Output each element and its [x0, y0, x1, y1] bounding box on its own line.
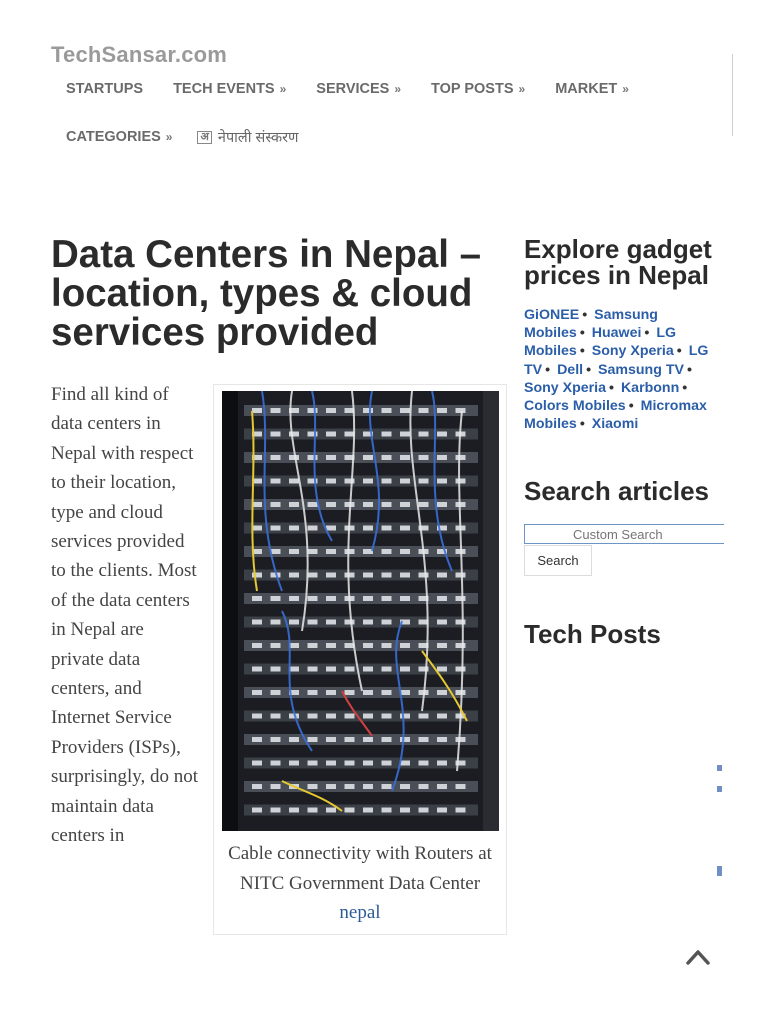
- gadget-link[interactable]: LG TV: [524, 343, 709, 378]
- nav-item-label: TOP POSTS: [431, 81, 514, 97]
- nav-item-top-posts[interactable]: [416, 81, 540, 97]
- nav-item-nepali-edition[interactable]: [187, 127, 313, 147]
- gadget-link[interactable]: Karbonn: [620, 379, 680, 396]
- search-articles-heading: Search articles: [524, 476, 710, 506]
- bullet-separator: •: [579, 325, 585, 342]
- gadget-link[interactable]: Xiaomi: [591, 416, 639, 433]
- gadget-links-list: [524, 306, 724, 433]
- nav-item-label: TECH EVENTS: [173, 81, 275, 97]
- chevron-double-right-icon: »: [518, 82, 526, 96]
- header-divider: [732, 54, 733, 136]
- gadget-link[interactable]: Samsung TV: [598, 361, 684, 378]
- gadget-link[interactable]: GiONEE: [524, 307, 580, 323]
- gadget-prices-heading: Explore gadget prices in Nepal: [524, 234, 712, 290]
- bullet-separator: •: [686, 361, 692, 378]
- bullet-separator: •: [579, 416, 585, 433]
- search-button[interactable]: Search: [524, 545, 592, 576]
- custom-search-input[interactable]: [524, 524, 724, 544]
- bullet-separator: •: [682, 379, 688, 396]
- bullet-separator: •: [609, 379, 614, 396]
- chevron-double-right-icon: »: [622, 82, 629, 96]
- bullet-separator: •: [545, 361, 551, 378]
- bullet-separator: •: [586, 361, 592, 378]
- nav-item-categories[interactable]: [51, 129, 187, 145]
- server-rack-image: [222, 391, 499, 831]
- bullet-separator: •: [628, 398, 634, 415]
- clipped-widget-fragment: [717, 786, 722, 792]
- nav-item-tech-events[interactable]: [158, 81, 301, 97]
- site-title[interactable]: TechSansar.com: [51, 42, 228, 67]
- nav-item-services[interactable]: [301, 81, 416, 97]
- gadget-link[interactable]: Colors Mobiles: [524, 398, 626, 415]
- article-title: Data Centers in Nepal – location, types & cloud services provided: [51, 233, 482, 354]
- gadget-link[interactable]: LG Mobiles: [524, 325, 677, 360]
- gadget-link[interactable]: Micromax Mobiles: [524, 398, 707, 433]
- chevron-double-right-icon: »: [279, 82, 287, 96]
- main-nav-row-2: [51, 127, 314, 147]
- bullet-separator: •: [582, 307, 588, 323]
- gadget-link[interactable]: Sony Xperia: [524, 379, 607, 396]
- gadget-link[interactable]: Sony Xperia: [591, 343, 674, 360]
- chevron-double-right-icon: »: [394, 82, 402, 96]
- clipped-widget-fragment: [717, 866, 722, 876]
- nav-item-label: SERVICES: [316, 81, 390, 97]
- chevron-double-right-icon: »: [165, 130, 173, 144]
- nav-item-label: नेपाली संस्करण: [217, 130, 299, 146]
- nav-item-market[interactable]: [540, 81, 644, 97]
- caption-text: Cable connectivity with Routers at NITC Government Data Center: [228, 843, 492, 894]
- back-to-top-button[interactable]: [686, 948, 710, 966]
- gadget-link[interactable]: Huawei: [591, 325, 642, 342]
- nav-item-label: MARKET: [555, 81, 618, 97]
- main-nav-row-1: [51, 81, 644, 97]
- gadget-link[interactable]: Samsung Mobiles: [524, 307, 658, 342]
- article-figure: [213, 384, 507, 935]
- nav-item-label: STARTUPS: [66, 81, 144, 97]
- translate-icon: अ: [197, 131, 211, 144]
- nav-item-startups[interactable]: [51, 81, 158, 97]
- caption-link-nepal[interactable]: nepal: [339, 902, 381, 923]
- bullet-separator: •: [579, 343, 585, 360]
- clipped-widget-fragment: [717, 765, 722, 771]
- figure-caption: [214, 839, 506, 928]
- article-intro: Find all kind of data centers in Nepal with respect to their location, type and cloud services provided to the clients. Most of the data centers in Nepal are private data centers, and Internet Service Providers (ISPs), surprisingly, do not maintain data centers in: [51, 384, 199, 847]
- bullet-separator: •: [676, 343, 682, 360]
- gadget-link[interactable]: Dell: [557, 361, 584, 378]
- nav-item-label: CATEGORIES: [66, 129, 161, 145]
- tech-posts-heading: Tech Posts: [524, 619, 661, 649]
- chevron-up-icon: [688, 952, 708, 963]
- bullet-separator: •: [644, 325, 650, 342]
